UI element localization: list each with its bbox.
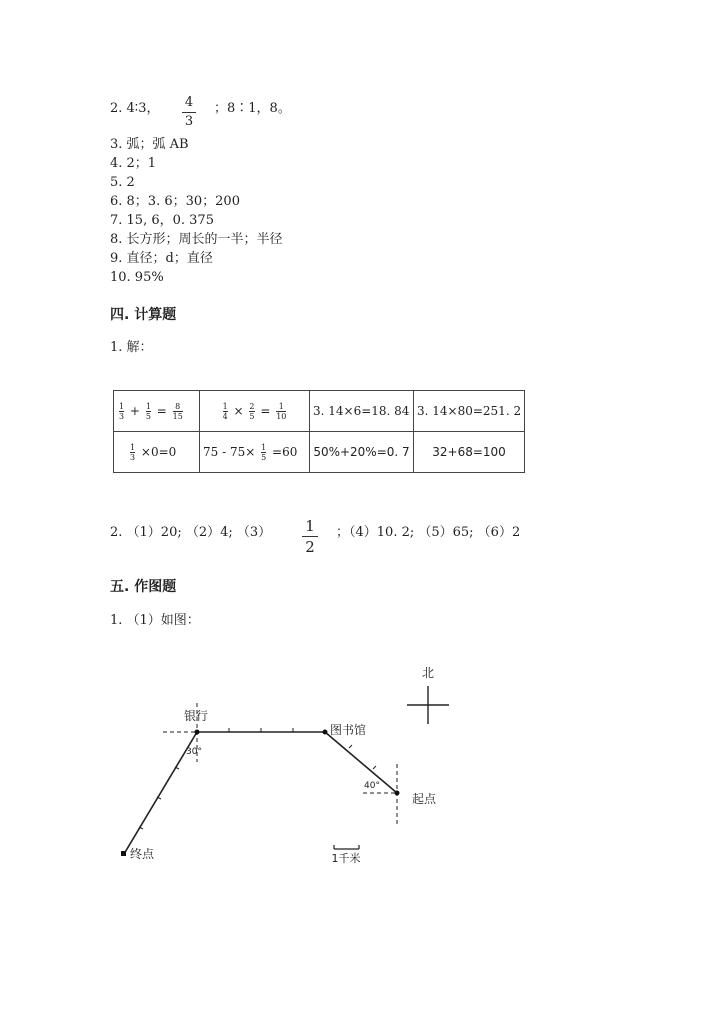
calc-fraction: $\frac{1}{4}$ (222, 401, 228, 421)
section-4-q2-prefix: 2. （1）20; （2）4; （3） (110, 525, 272, 540)
bank-point (195, 730, 200, 735)
calc-fraction: $\frac{2}{5}$ (249, 401, 255, 421)
answer-7: 7. 15, 6，0. 375 (110, 213, 214, 228)
library-label: 图书馆 (330, 723, 367, 737)
route-ticks (139, 728, 376, 829)
answer-9: 9. 直径；d；直径 (110, 251, 213, 266)
fraction-numerator: 1 (305, 517, 315, 535)
calc-fraction: $\frac{8}{15}$ (172, 401, 183, 421)
calc-cell-r1c2: $\frac{1}{4}$ × $\frac{2}{5}$ = $\frac{1}{10}$ (200, 391, 310, 432)
end-label: 终点 (130, 847, 155, 861)
answer-2-suffix: ；8∶1，8。 (214, 101, 291, 116)
fraction-denominator: 2 (305, 538, 315, 556)
start-point (395, 791, 400, 796)
answer-3: 3. 弧；弧 AB (110, 137, 189, 152)
bank-label: 银行 (184, 709, 209, 723)
answer-2-prefix: 2. 4∶3， (110, 101, 160, 116)
calc-fraction: $\frac{1}{5}$ (261, 442, 267, 462)
scale-label: 1千米 (331, 852, 361, 865)
answer-5: 5. 2 (110, 175, 135, 190)
fraction-denominator: 3 (184, 114, 194, 129)
answer-10: 10. 95% (110, 270, 164, 285)
calc-cell-r1c1: $\frac{1}{3}$ + $\frac{1}{5}$ = $\frac{8}{15}$ (114, 391, 200, 432)
north-label: 北 (421, 666, 435, 680)
calc-fraction: $\frac{1}{3}$ (119, 401, 125, 421)
calc-cell-r2c2: 75 - 75× $\frac{1}{5}$ =60 (200, 432, 310, 473)
start-angle-label: 40° (364, 781, 380, 791)
section-4-q2-suffix: ；（4）10. 2; （5）65; （6）2 (336, 525, 521, 540)
end-point (121, 851, 126, 856)
compass-cross (407, 686, 449, 724)
calc-cell-r2c1: $\frac{1}{3}$ ×0=0 (114, 432, 200, 473)
section-5-q1-label: 1. （1）如图： (110, 613, 200, 628)
bank-angle-label: 30° (186, 747, 202, 757)
scale-bar (334, 845, 359, 849)
start-label: 起点 (412, 792, 437, 806)
calc-cell-r1c4: 3. 14×80=251. 2 (414, 391, 525, 432)
calc-fraction: $\frac{1}{5}$ (145, 401, 151, 421)
calc-cell-r2c3: 50%+20%=0. 7 (310, 432, 414, 473)
section-4-title: 四. 计算题 (110, 307, 177, 323)
start-reference-lines (363, 764, 397, 824)
section-4-q1-label: 1. 解： (110, 340, 153, 355)
fraction-numerator: 4 (184, 95, 194, 110)
section-5-title: 五. 作图题 (110, 579, 177, 595)
calc-fraction: $\frac{1}{3}$ (130, 442, 136, 462)
calc-cell-r2c4: 32+68=100 (414, 432, 525, 473)
route-path (124, 732, 397, 854)
calc-fraction: $\frac{1}{10}$ (276, 401, 287, 421)
answer-6: 6. 8；3. 6；30；200 (110, 194, 240, 209)
calc-cell-r1c3: 3. 14×6=18. 84 (310, 391, 414, 432)
library-point (323, 730, 328, 735)
answer-8: 8. 长方形；周长的一半；半径 (110, 232, 283, 247)
answer-4: 4. 2；1 (110, 156, 157, 171)
